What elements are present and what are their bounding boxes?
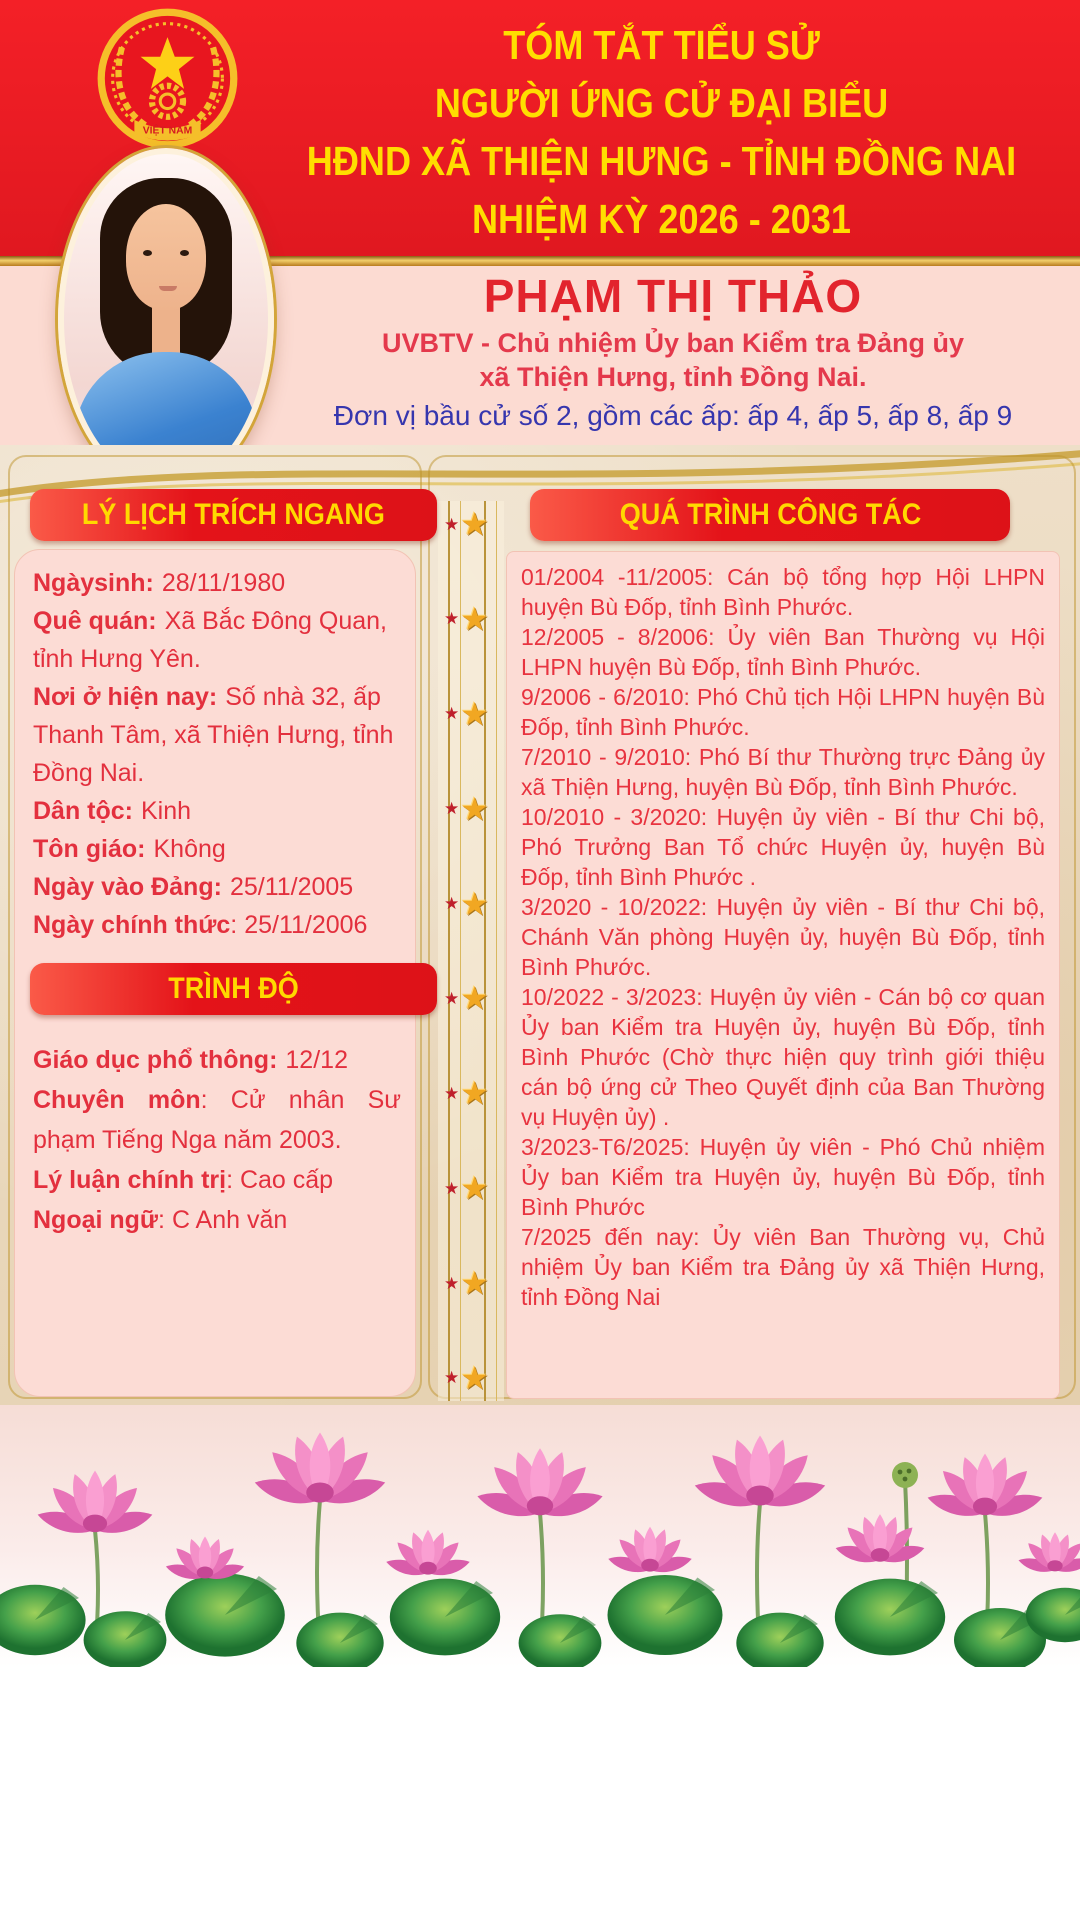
- gold-star-icon: ★: [460, 1359, 489, 1396]
- work-history-list: [507, 552, 1059, 1312]
- work-history-section-header: QUÁ TRÌNH CÔNG TÁC: [530, 489, 1010, 541]
- work-history-entry: 12/2005 - 8/2006: Ủy viên Ban Thường vụ Hội LHPN huyện Bù Đốp, tỉnh Bình Phước.: [521, 624, 1045, 680]
- small-red-star-icon: ★: [444, 704, 460, 724]
- small-red-star-icon: ★: [444, 894, 460, 913]
- gold-star-icon: ★: [460, 1075, 489, 1112]
- work-history-entry: 3/2023-T6/2025: Huyện ủy viên - Phó Chủ nhiệm Ủy ban Kiểm tra Huyện ủy, huyện Bù Đốp, tỉnh Bình Phước: [521, 1134, 1045, 1220]
- small-red-star-icon: ★: [444, 609, 460, 629]
- bio-field: Nơi ở hiện nay: Số nhà 32, ấp Thanh Tâm, xã Thiện Hưng, tỉnh Đồng Nai.: [33, 683, 394, 787]
- candidate-position: xã Thiện Hưng, tỉnh Đồng Nai.: [479, 362, 867, 392]
- candidate-name: PHẠM THỊ THẢO: [483, 270, 863, 322]
- star-marker: [444, 507, 504, 541]
- education-section-header: TRÌNH ĐỘ: [30, 963, 437, 1015]
- title-line: NGƯỜI ỨNG CỬ ĐẠI BIỂU: [434, 80, 889, 126]
- education-field: Chuyên môn: Cử nhân Sư phạm Tiếng Nga năm 2003.: [33, 1086, 401, 1154]
- vietnam-emblem-icon: [95, 6, 240, 151]
- work-history-entry: 9/2006 - 6/2010: Phó Chủ tịch Hội LHPN huyện Bù Đốp, tỉnh Bình Phước.: [521, 684, 1045, 740]
- small-red-star-icon: ★: [444, 1368, 460, 1388]
- title-line: HĐND XÃ THIỆN HƯNG - TỈNH ĐỒNG NAI: [306, 138, 1017, 184]
- work-history-entry: 7/2025 đến nay: Ủy viên Ban Thường vụ, Chủ nhiệm Ủy ban Kiểm tra Đảng ủy xã Thiện Hưng, tỉnh Đồng Nai: [521, 1224, 1045, 1310]
- star-marker: [444, 1266, 504, 1300]
- bio-field: Ngàysinh: 28/11/1980: [33, 569, 286, 597]
- star-marker: [444, 1361, 504, 1395]
- title-line: TÓM TẮT TIỂU SỬ: [503, 22, 820, 68]
- gold-star-icon: ★: [460, 600, 489, 637]
- small-red-star-icon: ★: [444, 799, 460, 819]
- title-line: NHIỆM KỲ 2026 - 2031: [471, 196, 852, 242]
- bio-field: Quê quán: Xã Bắc Đông Quan, tỉnh Hưng Yên.: [33, 607, 387, 673]
- education-field: Ngoại ngữ: C Anh văn: [33, 1206, 288, 1234]
- emblem-label: VIỆT NAM: [142, 125, 193, 137]
- small-red-star-icon: ★: [444, 988, 460, 1008]
- work-history-card: [506, 551, 1060, 1399]
- education-field: Lý luận chính trị: Cao cấp: [33, 1166, 334, 1194]
- work-history-entry: 01/2004 -11/2005: Cán bộ tổng hợp Hội LHPN huyện Bù Đốp, tỉnh Bình Phước.: [521, 564, 1045, 620]
- work-history-entry: 10/2010 - 3/2020: Huyện ủy viên - Bí thư Chi bộ, Phó Trưởng Ban Tổ chức Huyện ủy, huyện Bù Đốp, tỉnh Bình Phước .: [521, 804, 1045, 890]
- bio-field: Dân tộc: Kinh: [33, 797, 192, 825]
- star-marker: [444, 697, 504, 731]
- work-history-entry: 3/2020 - 10/2022: Huyện ủy viên - Bí thư Chi bộ, Chánh Văn phòng Huyện ủy, huyện Bù Đốp, tỉnh Bình Phước.: [521, 894, 1045, 980]
- work-history-entry: 7/2010 - 9/2010: Phó Bí thư Thường trực Đảng ủy xã Thiện Hưng, huyện Bù Đốp, tỉnh Bình Phước.: [521, 744, 1045, 800]
- star-marker: [444, 887, 504, 921]
- star-marker: [444, 792, 504, 826]
- bio-fields: [15, 550, 415, 944]
- gold-star-icon: ★: [460, 506, 489, 542]
- gold-star-icon: ★: [460, 1170, 489, 1207]
- bio-field: Ngày chính thức: 25/11/2006: [33, 911, 368, 939]
- poster-title: [304, 16, 1019, 248]
- gold-star-icon: ★: [460, 790, 489, 827]
- small-red-star-icon: ★: [444, 1273, 460, 1293]
- star-marker: [444, 981, 504, 1015]
- gold-star-icon: ★: [460, 1265, 489, 1301]
- small-red-star-icon: ★: [444, 514, 460, 534]
- bio-field: Ngày vào Đảng: 25/11/2005: [33, 873, 354, 901]
- lotus-flowers-decoration: [0, 1405, 1080, 1667]
- portrait-face: [126, 204, 206, 310]
- work-history-entry: 10/2022 - 3/2023: Huyện ủy viên - Cán bộ cơ quan Ủy ban Kiểm tra Huyện ủy, huyện Bù Đốp, tỉnh Bình Phước (Chờ thực hiện quy trình giới thiệu cán bộ ứng cử Theo Quyết định của Ban Thường vụ Huyện ủy) .: [521, 984, 1045, 1130]
- small-red-star-icon: ★: [444, 1083, 460, 1103]
- star-marker: [444, 1076, 504, 1110]
- education-fields: [33, 1040, 401, 1240]
- star-marker: [444, 1171, 504, 1205]
- election-unit: Đơn vị bầu cử số 2, gồm các ấp: ấp 4, ấp 5, ấp 8, ấp 9: [333, 400, 1013, 431]
- star-marker: [444, 602, 504, 636]
- bio-section-header: LÝ LỊCH TRÍCH NGANG: [30, 489, 437, 541]
- body-section: [0, 445, 1080, 1405]
- gold-star-icon: ★: [460, 980, 489, 1017]
- star-timeline-decoration: [438, 501, 504, 1401]
- gold-star-icon: ★: [460, 885, 489, 922]
- candidate-position: UVBTV - Chủ nhiệm Ủy ban Kiểm tra Đảng ủy: [381, 328, 965, 358]
- education-field: Giáo dục phổ thông: 12/12: [33, 1046, 348, 1074]
- gold-star-icon: ★: [460, 695, 489, 732]
- portrait-mouth: [159, 286, 177, 291]
- bio-field: Tôn giáo: Không: [33, 835, 226, 863]
- small-red-star-icon: ★: [444, 1178, 460, 1198]
